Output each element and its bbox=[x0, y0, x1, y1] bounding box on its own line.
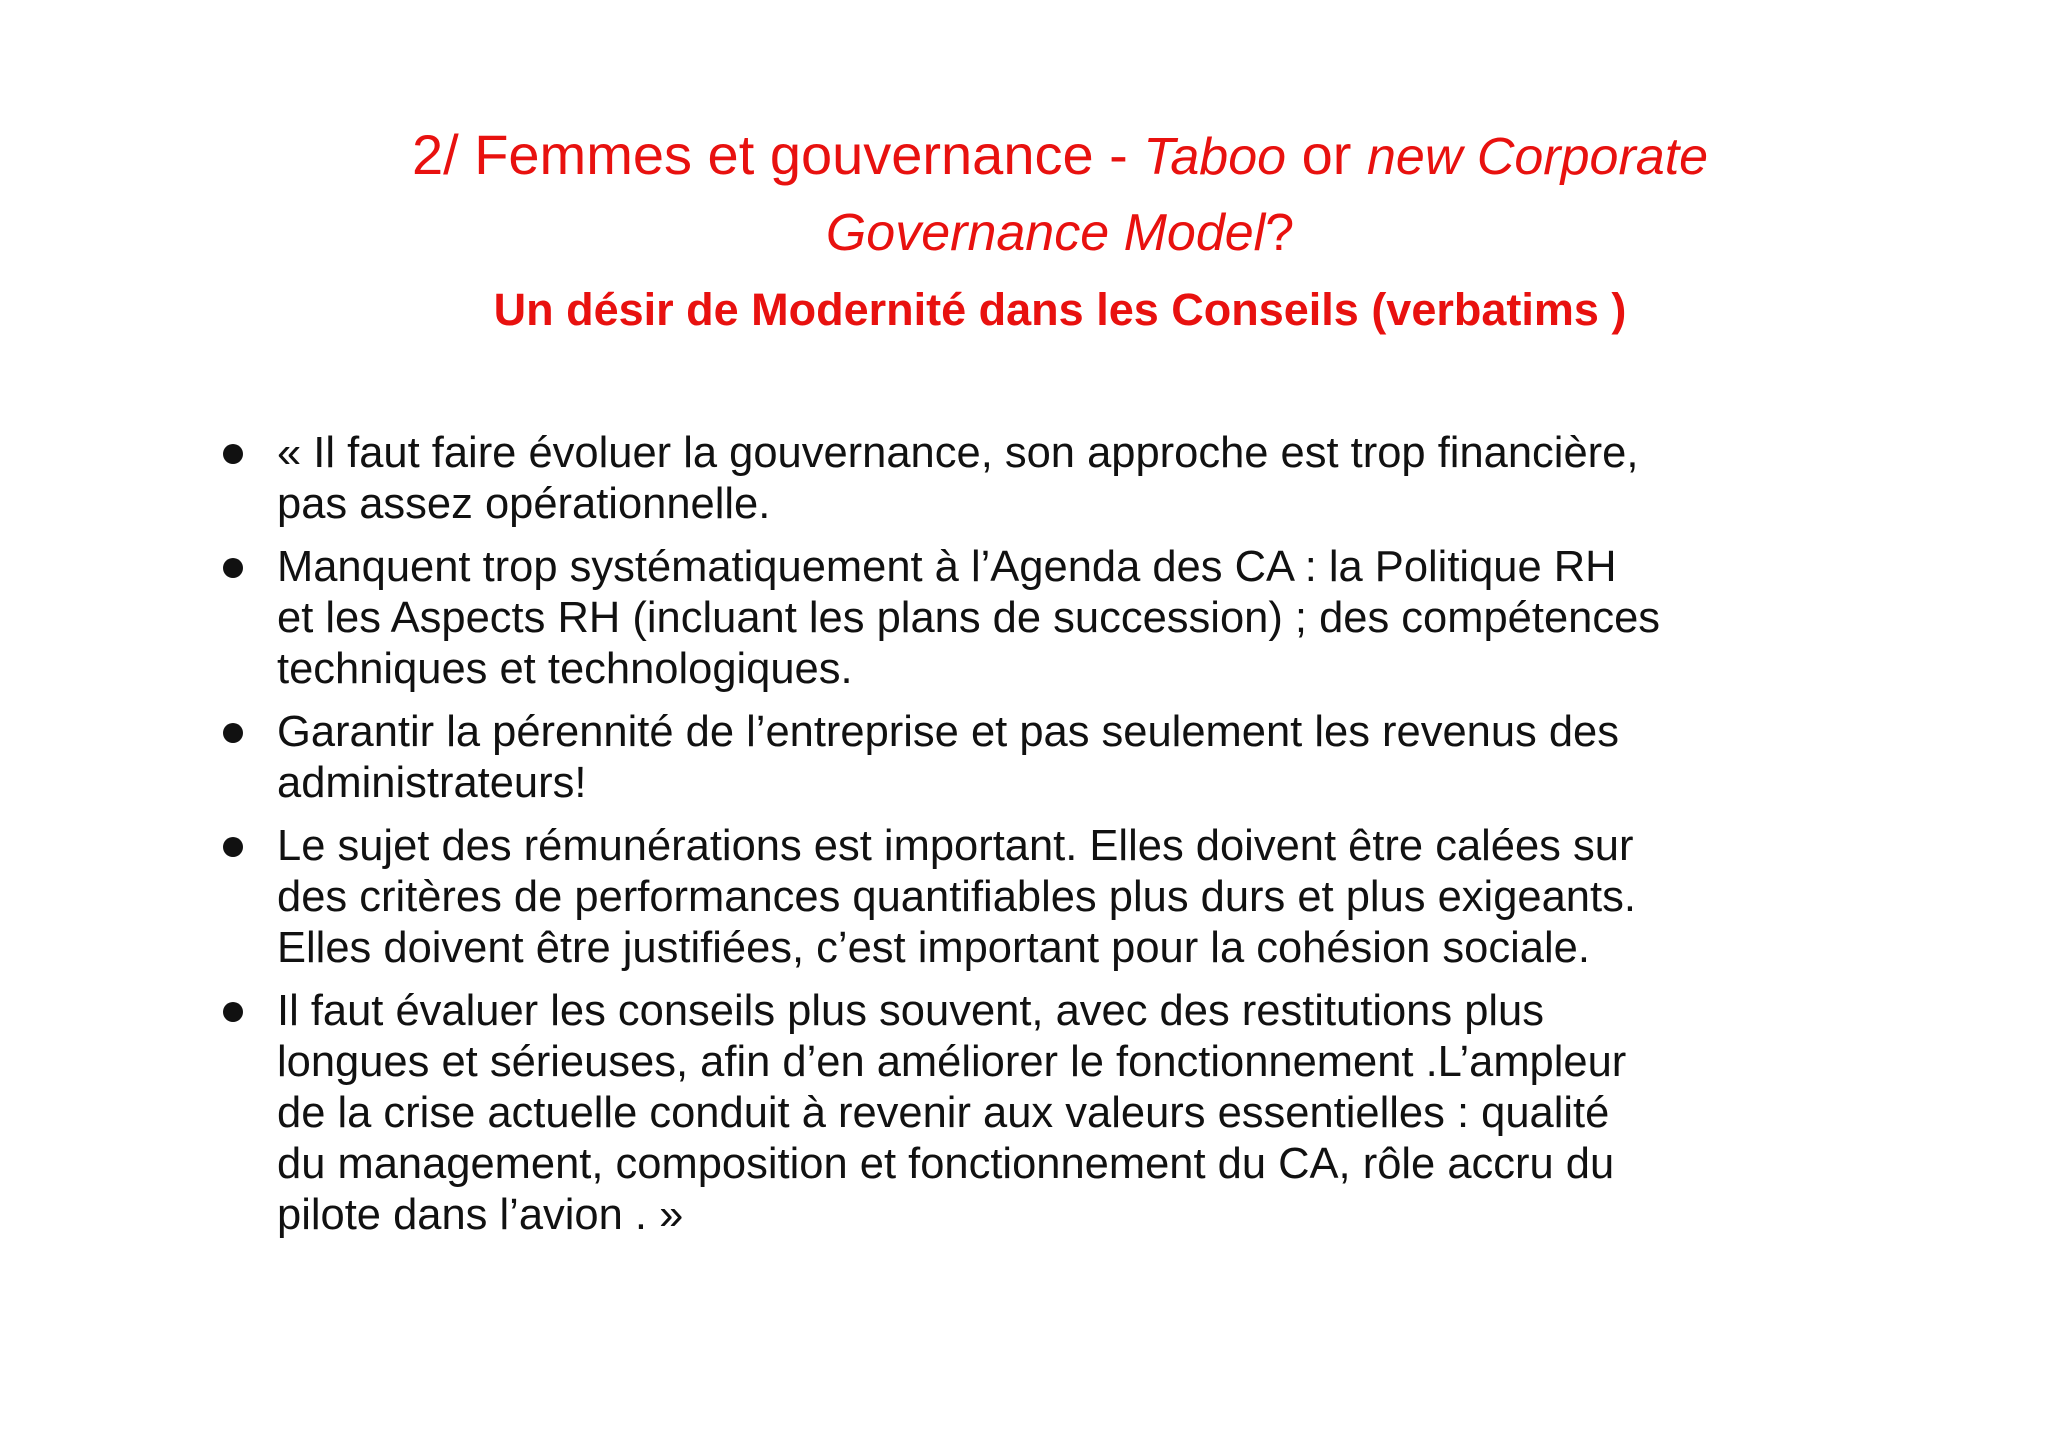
bullet-line: longues et sérieuses, afin d’en améliorer le fonctionnement .L’ampleur bbox=[277, 1038, 1627, 1086]
title-line-2 bbox=[260, 196, 1860, 270]
title-italic-taboo: Taboo bbox=[1143, 128, 1287, 186]
title-connector: or bbox=[1286, 123, 1367, 186]
bullet-icon bbox=[223, 837, 243, 857]
bullet-line: administrateurs! bbox=[277, 759, 587, 807]
slide-title bbox=[260, 118, 1860, 270]
bullet-line: Il faut évaluer les conseils plus souvent, avec des restitutions plus bbox=[277, 987, 1545, 1035]
bullet-line: pas assez opérationnelle. bbox=[277, 480, 771, 528]
bullet-line: Garantir la pérennité de l’entreprise et pas seulement les revenus des bbox=[277, 708, 1620, 756]
title-italic-governance-model: Governance Model bbox=[825, 204, 1266, 262]
bullet-icon bbox=[223, 1002, 243, 1022]
title-italic-new-corporate: new Corporate bbox=[1366, 128, 1709, 186]
title-prefix: 2/ Femmes et gouvernance - bbox=[411, 123, 1144, 186]
bullet-line: du management, composition et fonctionnement du CA, rôle accru du bbox=[277, 1140, 1615, 1188]
bullet-line: et les Aspects RH (incluant les plans de succession) ; des compétences bbox=[277, 594, 1661, 642]
slide-subtitle: Un désir de Modernité dans les Conseils (verbatims ) bbox=[493, 284, 1627, 335]
bullet-line: Le sujet des rémunérations est important. Elles doivent être calées sur bbox=[277, 822, 1634, 870]
bullet-icon bbox=[223, 723, 243, 743]
bullet-line: « Il faut faire évoluer la gouvernance, son approche est trop financière, bbox=[277, 429, 1639, 477]
bullet-item bbox=[220, 542, 1840, 695]
bullet-line: des critères de performances quantifiables plus durs et plus exigeants. bbox=[277, 873, 1636, 921]
bullet-line: Manquent trop systématiquement à l’Agenda des CA : la Politique RH bbox=[277, 543, 1617, 591]
title-line-1 bbox=[260, 118, 1860, 194]
bullet-item bbox=[220, 428, 1840, 530]
bullet-item bbox=[220, 707, 1840, 809]
bullet-line: de la crise actuelle conduit à revenir aux valeurs essentielles : qualité bbox=[277, 1089, 1610, 1137]
bullet-item bbox=[220, 821, 1840, 974]
bullet-icon bbox=[223, 444, 243, 464]
title-suffix: ? bbox=[1265, 204, 1295, 262]
bullet-line: techniques et technologiques. bbox=[277, 645, 853, 693]
bullet-list bbox=[220, 428, 1840, 1253]
bullet-item bbox=[220, 986, 1840, 1241]
bullet-line: Elles doivent être justifiées, c’est important pour la cohésion sociale. bbox=[277, 924, 1590, 972]
bullet-icon bbox=[223, 558, 243, 578]
bullet-line: pilote dans l’avion . » bbox=[277, 1191, 684, 1239]
